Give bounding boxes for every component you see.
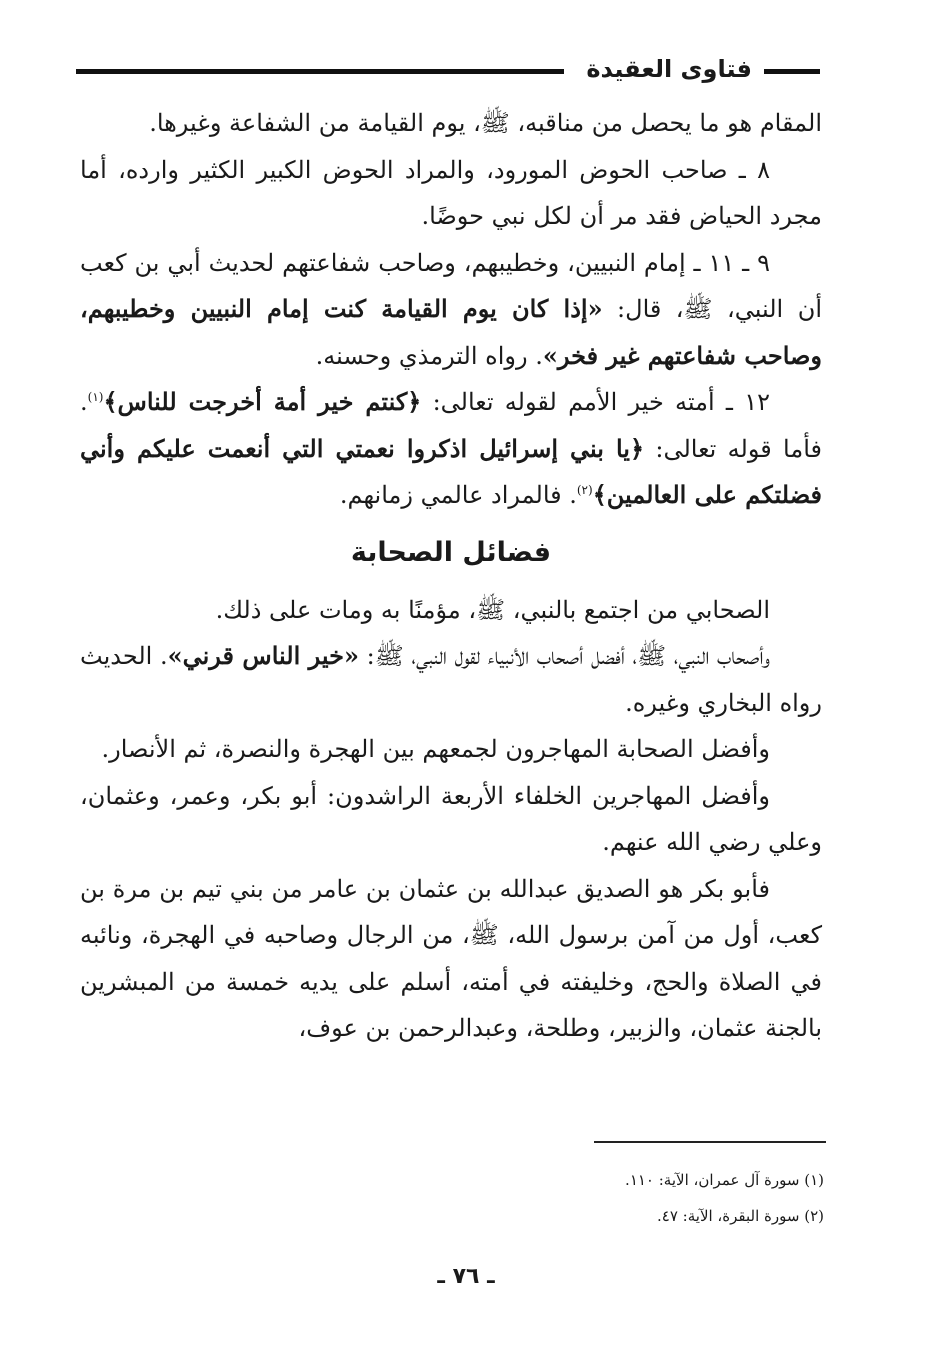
paragraph-6-text-b: . الحديث رواه البخاري وغيره. [80,642,822,717]
section-title: فضائل الصحابة [350,536,552,568]
running-header [76,52,820,86]
paragraph-2: ٨ ـ صاحب الحوض المورود، والمراد الحوض الكبير الكثير وارده، أما مجرد الحياض فقد مر أن لكل نبي حوضًا. [80,155,822,230]
footnote-ref-1: (١) [87,390,104,404]
paragraph-4 [80,379,822,519]
footnote-ref-2: (٢) [576,483,593,497]
footnote-1: (١) سورة آل عمران، الآية: ١١٠. [625,1171,824,1189]
paragraph-6-text-a: وأصحاب النبي، ﷺ، أفضل أصحاب الأنبياء لقول النبي، ﷺ: [358,642,770,670]
page-body [80,100,822,1052]
footnote-2: (٢) سورة البقرة، الآية: ٤٧. [657,1207,824,1225]
footnote-separator [594,1141,826,1143]
paragraph-4-text-c: . فالمراد عالمي زمانهم. [339,481,577,509]
quran-quote-1: ﴿كنتم خير أمة أخرجت للناس﴾ [103,387,422,416]
paragraph-7: وأفضل الصحابة المهاجرون لجمعهم بين الهجرة والنصرة، ثم الأنصار. [101,735,770,763]
paragraph-4-text-b: . فأما قوله تعالى: [80,388,822,463]
hadith-quote-2: «خير الناس قرني» [167,641,359,670]
paragraph-4-text-a: ١٢ ـ أمته خير الأمم لقوله تعالى: [421,388,770,416]
paragraph-3-text-a: ٩ ـ ١١ ـ إمام النبيين، وخطيبهم، وصاحب شفاعتهم لحديث أبي بن كعب أن النبي، ﷺ، قال: [80,248,822,323]
paragraph-8: وأفضل المهاجرين الخلفاء الأربعة الراشدون: أبو بكر، وعمر، وعثمان، وعلي رضي الله عنهم. [80,781,822,856]
paragraph-5: الصحابي من اجتمع بالنبي، ﷺ، مؤمنًا به ومات على ذلك. [215,595,770,624]
paragraph-9: فأبو بكر هو الصديق عبدالله بن عثمان بن عامر من بني تيم بن مرة بن كعب، أول من آمن برسول الله، ﷺ، من الرجال وصاحبه في الهجرة، ونائبه في الصلاة والحج، وخليفته في أمته، أسلم على يديه خمسة من المبشرين بالجنة عثمان، والزبير، وطلحة، وعبدالرحمن بن عوف، [80,874,822,1042]
running-header-title: فتاوى العقيدة [586,55,752,83]
footnotes [324,1162,824,1234]
quran-quote-2: ﴿يا بني إسرائيل اذكروا نعمتي التي أنعمت عليكم وأني فضلتكم على العالمين﴾ [80,433,822,509]
header-rule-right [764,69,820,74]
paragraph-6 [80,633,822,726]
paragraph-3-text-b: . رواه الترمذي وحسنه. [315,341,543,370]
page-number: ـ ٧٦ ـ [437,1264,495,1289]
hadith-quote-1: «إذا كان يوم القيامة كنت إمام النبيين وخطيبهم، وصاحب شفاعتهم غير فخر» [80,294,822,370]
paragraph-3 [80,240,822,380]
paragraph-1: المقام هو ما يحصل من مناقبه، ﷺ، يوم القيامة من الشفاعة وغيرها. [149,109,822,137]
header-rule-left [76,69,564,74]
